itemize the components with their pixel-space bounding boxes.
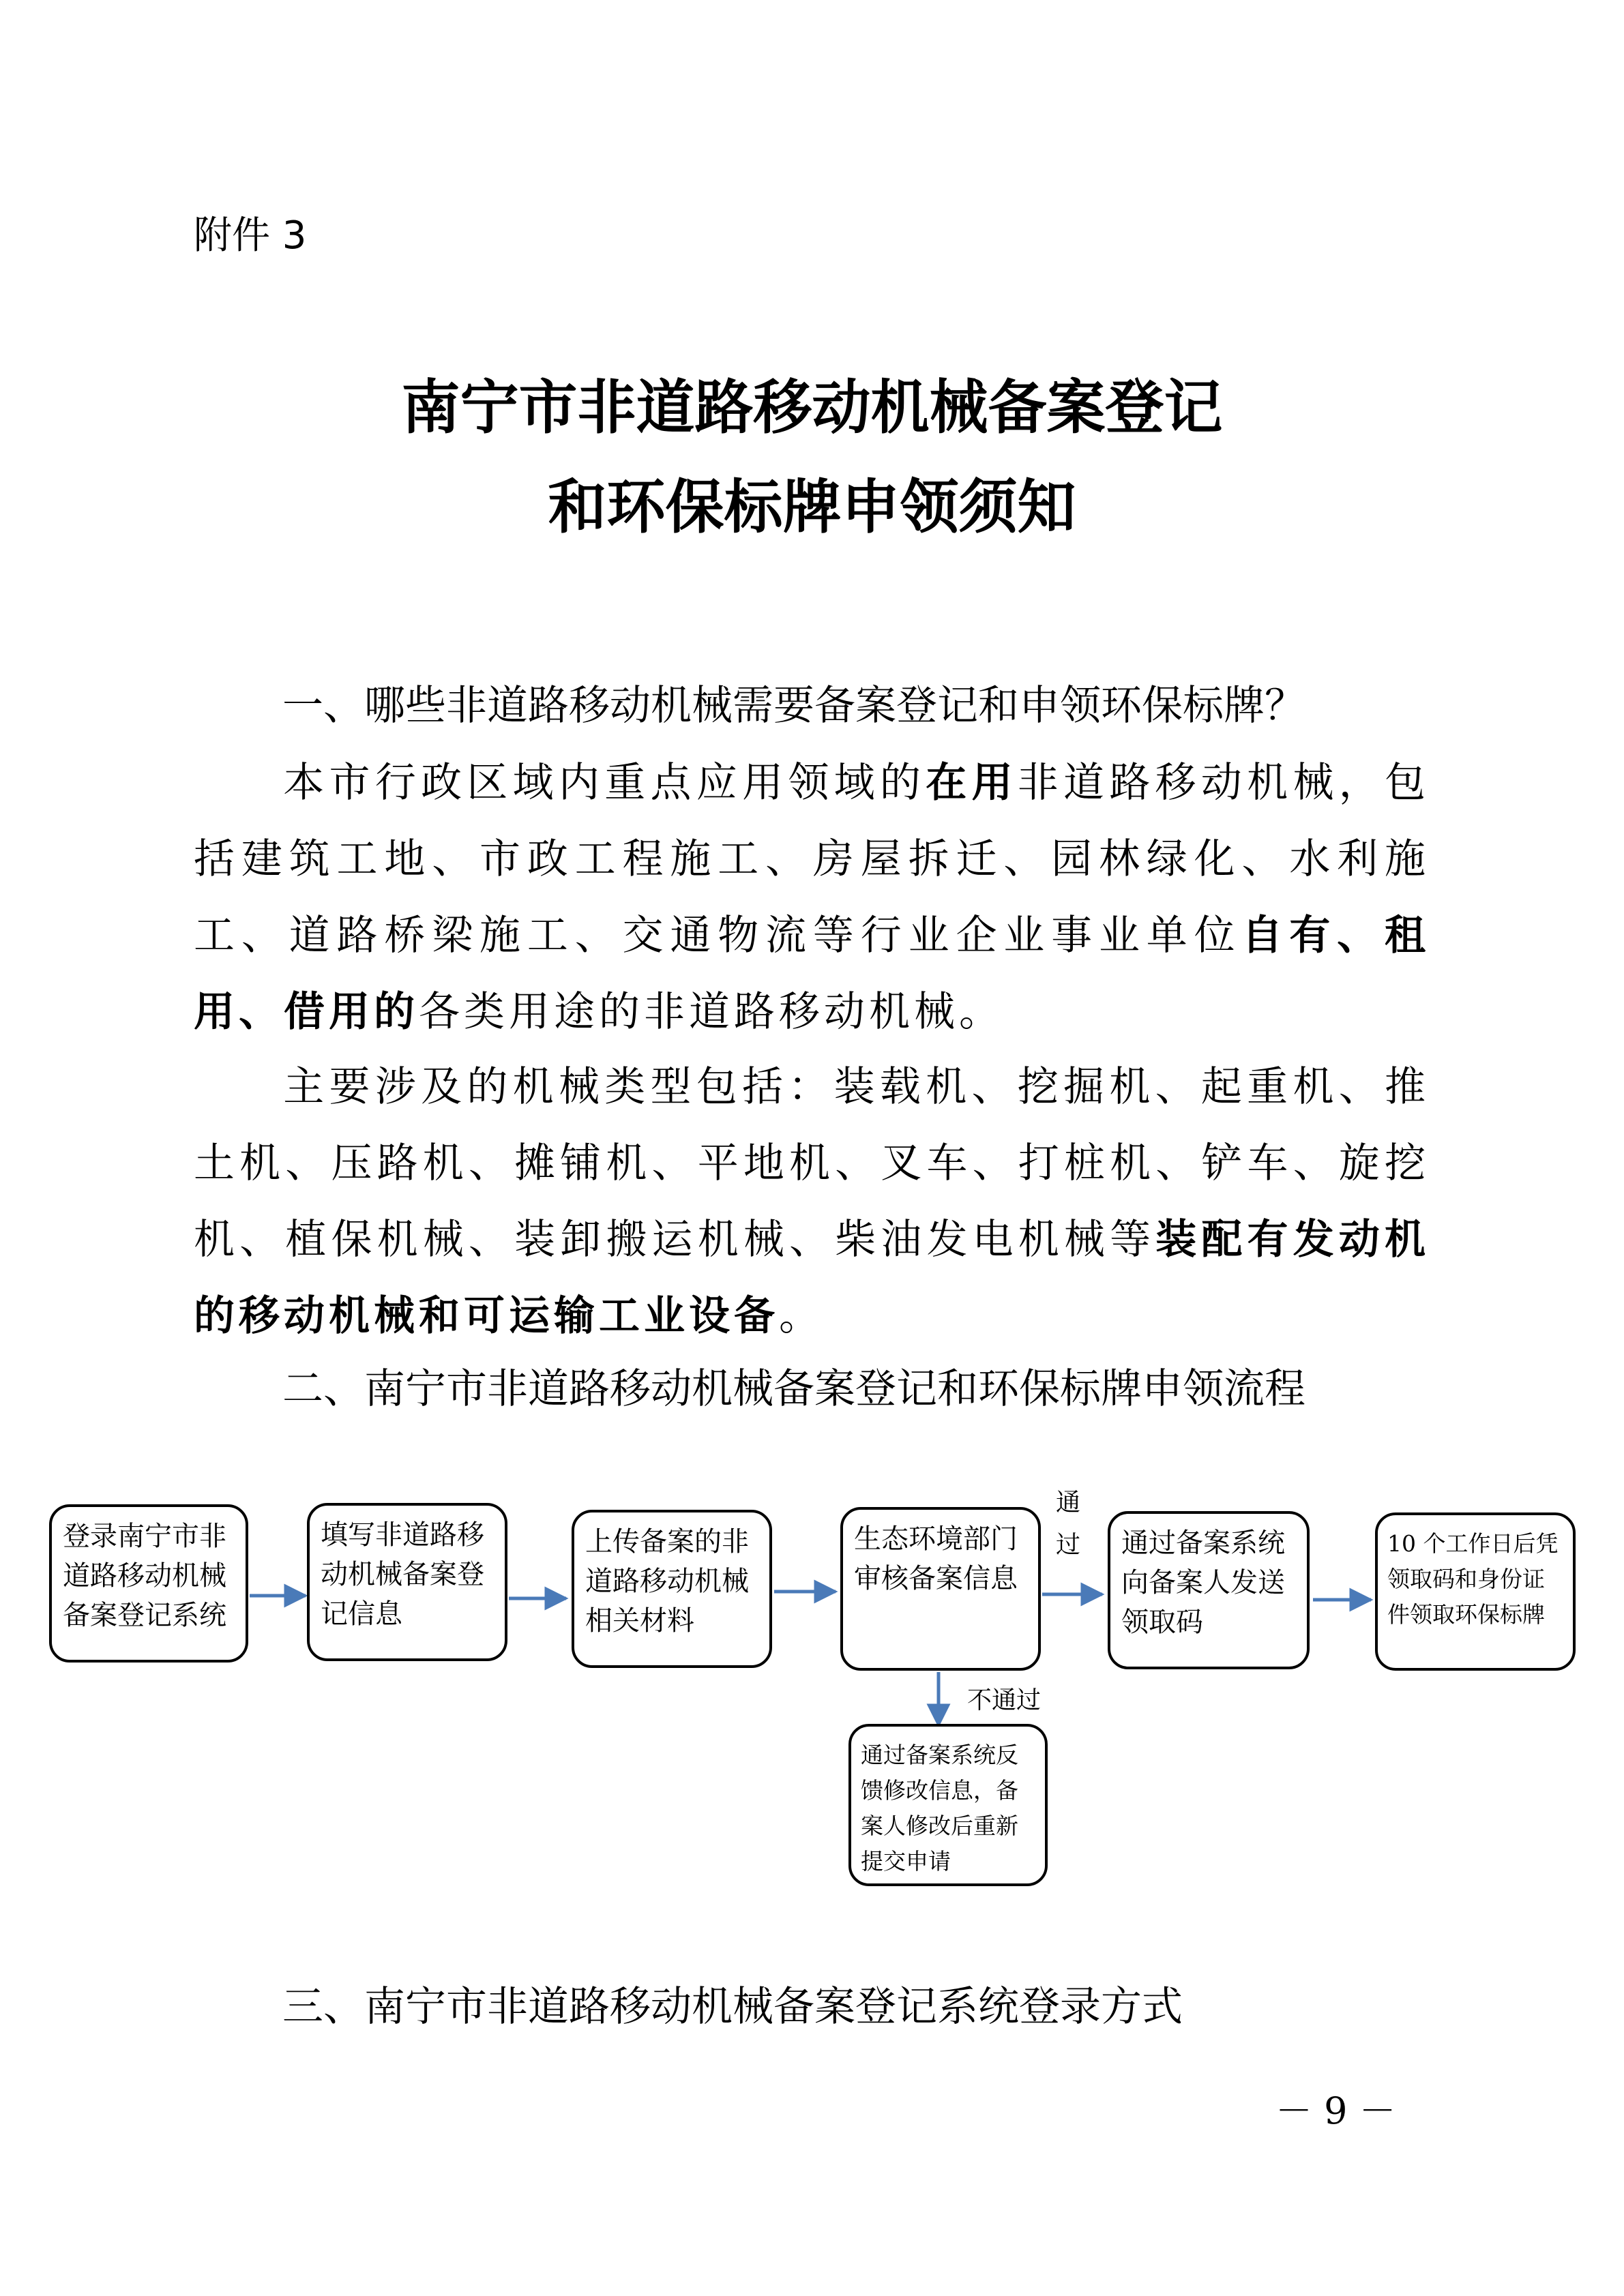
attachment-label: 附件 3: [194, 213, 307, 258]
flow-step-6: 10 个工作日后凭领取码和身份证件领取环保标牌: [1375, 1512, 1576, 1671]
para-1-text-1: 本市行政区域内重点应用领域的: [282, 759, 926, 807]
flow-step-1: 登录南宁市非道路移动机械备案登记系统: [49, 1504, 248, 1663]
flow-step-4: 生态环境部门审核备案信息: [840, 1507, 1041, 1671]
flow-step-2: 填写非道路移动机械备案登记信息: [307, 1503, 507, 1661]
para-1-text-3: 各类用途的非道路移动机械。: [419, 988, 1004, 1036]
para-2-text-1: 主要涉及的机械类型包括：装载机、挖掘机、起重机、推土机、压路机、摊铺机、平地机、叉车、打桩机、铲车、旋挖机、植保机械、装卸搬运机械、柴油发电机械等: [194, 1063, 1430, 1264]
flow-fail-step: 通过备案系统反馈修改信息，备案人修改后重新提交申请: [848, 1724, 1048, 1886]
pass-label-line-1: 通: [1056, 1489, 1081, 1517]
section-2-heading: 二、南宁市非道路移动机械备案登记和环保标牌申领流程: [282, 1365, 1305, 1413]
flow-step-3: 上传备案的非道路移动机械相关材料: [572, 1510, 772, 1668]
pass-label-line-2: 过: [1056, 1531, 1081, 1559]
para-2-text-2: 。: [779, 1292, 824, 1340]
page-number: － 9 －: [1275, 2089, 1396, 2132]
fail-label: 不通过: [967, 1686, 1042, 1714]
para-1-bold-2: 自有、租用、借用的: [194, 912, 1430, 1036]
document-title-line-1: 南宁市非道路移动机械备案登记: [401, 373, 1223, 442]
para-1-bold-1: 在用: [926, 759, 1018, 807]
section-1-heading: 一、哪些非道路移动机械需要备案登记和申领环保标牌？: [282, 682, 1305, 730]
section-3-heading: 三、南宁市非道路移动机械备案登记系统登录方式: [282, 1983, 1183, 2031]
flow-step-5: 通过备案系统向备案人发送领取码: [1108, 1511, 1310, 1669]
para-1-text-2: 非道路移动机械，包括建筑工地、市政工程施工、房屋拆迁、园林绿化、水利施工、道路桥梁施工、交通物流等行业企业事业单位: [194, 759, 1430, 959]
document-title-line-2: 和环保标牌申领须知: [548, 473, 1076, 541]
para-2-bold-1: 装配有发动机的移动机械和可运输工业设备: [194, 1216, 1430, 1340]
